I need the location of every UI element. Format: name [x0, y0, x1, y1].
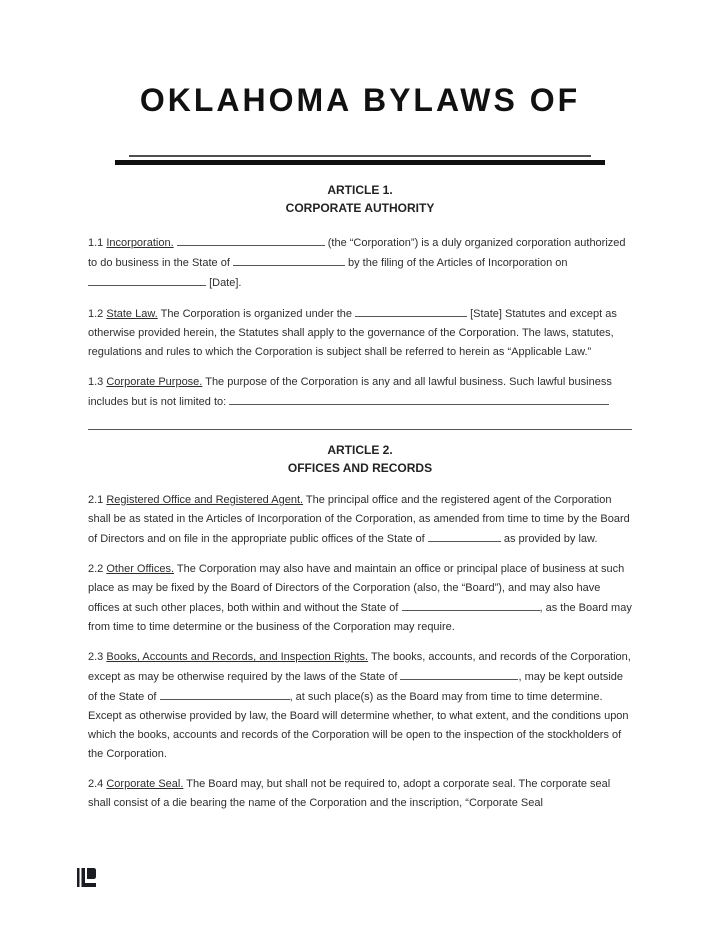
fill-in-blank-date [88, 273, 206, 286]
company-name-blank [0, 155, 720, 165]
fill-in-blank-state [400, 667, 518, 680]
section-2-2-text-1: The Corporation may also have and maintain an office or principal place of business at such place as may be fixed by the Board of Directors of the Corporation (also, the “Board”), and may also have offices at such other places, both within and without the State of [88, 563, 625, 614]
section-2-3-label: Books, Accounts and Records, and Inspection Rights. [106, 651, 369, 663]
section-1-1-number: 1.1 [88, 237, 104, 249]
article-2-title: OFFICES AND RECORDS [287, 461, 433, 475]
article-2-number: ARTICLE 2. [327, 443, 393, 457]
section-2-3-text-3: , at such place(s) as the Board may from time to time determine. Except as otherwise provided by law, the Board will determine whether, to what extent, and the conditions upon which the books, accounts and records of the Corporation will be open to the inspection of the stockholders of the Corporation. [88, 691, 629, 760]
fill-in-blank-state [233, 253, 345, 266]
section-1-3-text-1: The purpose of the Corporation is any and all lawful business. Such lawful business includes but is not limited to: [88, 376, 612, 408]
article-1-heading [88, 181, 632, 217]
fill-in-blank-business-purpose-line-2 [88, 412, 632, 430]
section-2-1-number: 2.1 [88, 494, 104, 506]
section-2-1-text-2: as provided by law. [503, 533, 598, 545]
section-2-2 [88, 560, 632, 637]
section-1-2 [88, 304, 632, 362]
section-2-2-label: Other Offices. [106, 563, 175, 575]
section-1-3 [88, 373, 632, 430]
article-2-heading [88, 441, 632, 477]
section-2-1-label: Registered Office and Registered Agent. [106, 494, 304, 506]
section-2-3-number: 2.3 [88, 651, 104, 663]
section-2-3-text-1: The books, accounts, and records of the Corporation, except as may be otherwise required by the laws of the State of [88, 651, 631, 683]
section-2-2-number: 2.2 [88, 563, 104, 575]
legal-templates-logo-icon [77, 867, 96, 892]
section-2-3-text-2: , may be kept outside of the State of [88, 671, 624, 703]
section-1-3-number: 1.3 [88, 376, 104, 388]
section-2-3 [88, 648, 632, 764]
title-divider-bar [115, 160, 605, 165]
section-2-4-number: 2.4 [88, 778, 104, 790]
section-2-4 [88, 775, 632, 813]
fill-in-blank-state [160, 687, 290, 700]
fill-in-blank-corporation-name [177, 233, 325, 246]
section-1-2-text-1: The Corporation is organized under the [160, 308, 352, 320]
section-1-2-number: 1.2 [88, 308, 104, 320]
fill-in-blank-business-purpose [229, 392, 609, 405]
section-1-1-label: Incorporation. [106, 237, 174, 249]
section-1-1-text-1: (the “Corporation”) is a duly organized corporation authorized to do business in the State of [88, 237, 626, 269]
section-1-1-text-3: [Date]. [209, 277, 242, 289]
section-2-4-text-1: The Board may, but shall not be required to, adopt a corporate seal. The corporate seal shall consist of a die bearing the name of the Corporation and the inscription, “Corporate Seal [88, 778, 611, 809]
article-1-number: ARTICLE 1. [327, 183, 393, 197]
company-name-underline [129, 155, 591, 157]
document-body [0, 181, 720, 813]
fill-in-blank-state [428, 529, 501, 542]
section-1-2-label: State Law. [106, 308, 158, 320]
fill-in-blank-state [402, 598, 540, 611]
document-title: OKLAHOMA BYLAWS OF [139, 82, 581, 118]
section-1-2-text-2: [State] Statutes and except as otherwise provided herein, the Statutes shall apply to the governance of the Corporation. The laws, statutes, regulations and rules to which the Corporation is subject shall be referred to herein as “Applicable Law.” [88, 308, 617, 358]
section-1-1-text-2: by the filing of the Articles of Incorporation on [348, 257, 568, 269]
section-1-1 [88, 233, 632, 293]
section-2-4-label: Corporate Seal. [106, 778, 184, 790]
section-1-3-label: Corporate Purpose. [106, 376, 203, 388]
fill-in-blank-state [355, 304, 467, 317]
section-2-1-text-1: The principal office and the registered agent of the Corporation shall be as stated in the Articles of Incorporation of the Corporation, as amended from time to time by the Board of Directors and on file in the appropriate public offices of the State of [88, 494, 630, 545]
section-2-1 [88, 491, 632, 549]
article-1-title: CORPORATE AUTHORITY [285, 201, 435, 215]
section-2-2-text-2: , as the Board may from time to time determine or the business of the Corporation may require. [88, 602, 632, 633]
